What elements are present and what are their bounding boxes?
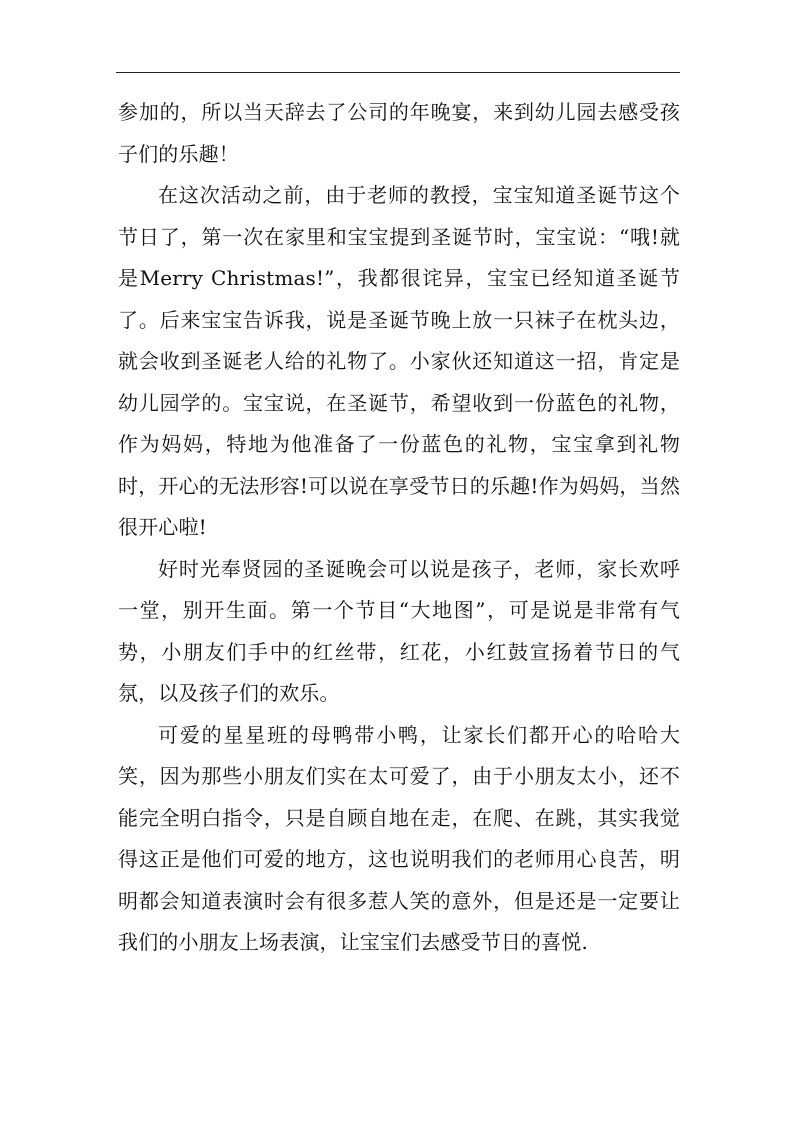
body-text [118,92,680,964]
paragraph-1: 参加的，所以当天辞去了公司的年晚宴，来到幼儿园去感受孩子们的乐趣！ [118,100,680,166]
paragraph-3: 好时光奉贤园的圣诞晚会可以说是孩子，老师，家长欢呼一堂，别开生面。第一个节目“大地图”，可是说是非常有气势，小朋友们手中的红丝带，红花，小红鼓宣扬着节日的气氛，以及孩子们的欢乐。 [118,556,680,705]
header-rule [116,72,680,73]
paragraph-2: 在这次活动之前，由于老师的教授，宝宝知道圣诞节这个节日了，第一次在家里和宝宝提到圣诞节时，宝宝说：“哦!就是Merry Christmas!”，我都很诧异，宝宝已经知道圣诞节了。后来宝宝告诉我，说是圣诞节晚上放一只袜子在枕头边，就会收到圣诞老人给的礼物了。小家伙还知道这一招，肯定是幼儿园学的。宝宝说，在圣诞节，希望收到一份蓝色的礼物，作为妈妈，特地为他准备了一份蓝色的礼物，宝宝拿到礼物时，开心的无法形容!可以说在享受节日的乐趣!作为妈妈，当然很开心啦! [118,183,680,539]
paragraph-4: 可爱的星星班的母鸭带小鸭，让家长们都开心的哈哈大笑，因为那些小朋友们实在太可爱了，由于小朋友太小，还不能完全明白指令，只是自顾自地在走，在爬、在跳，其实我觉得这正是他们可爱的地方，这也说明我们的老师用心良苦，明明都会知道表演时会有很多惹人笑的意外，但是还是一定要让我们的小朋友上场表演，让宝宝们去感受节日的喜悦. [118,722,680,954]
